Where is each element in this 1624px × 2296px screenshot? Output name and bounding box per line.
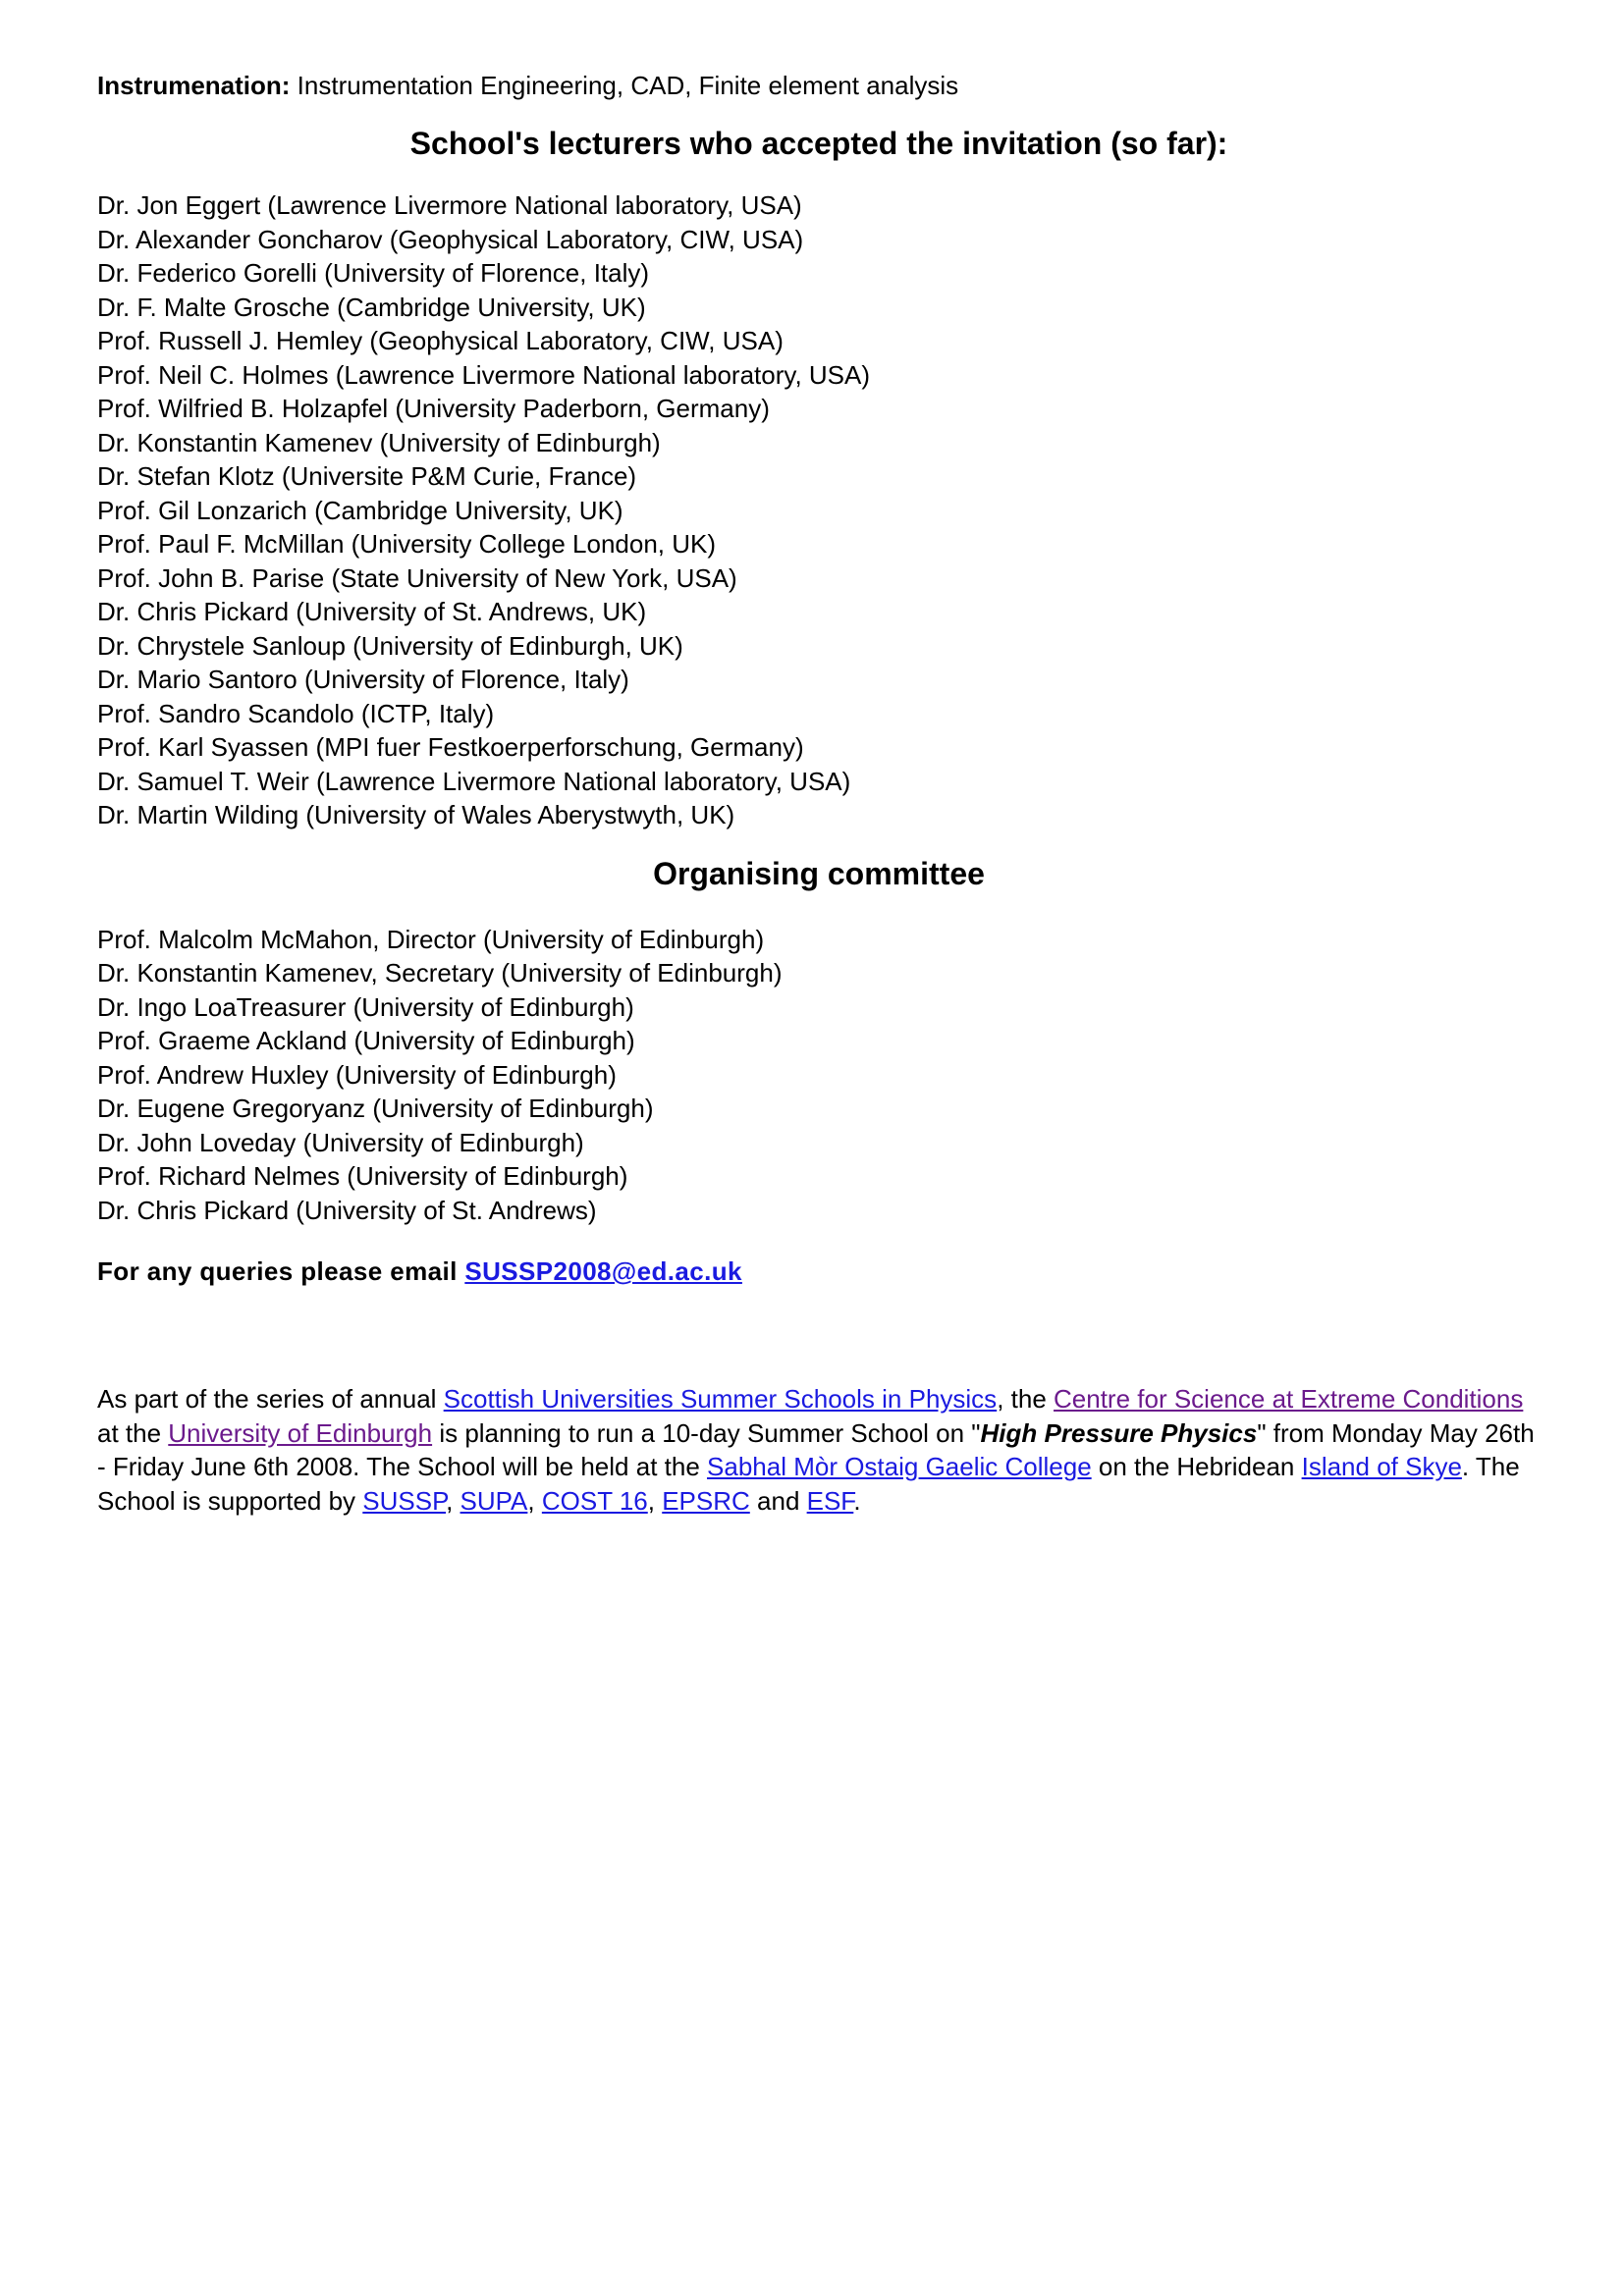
intro-text-8: and <box>749 1485 807 1516</box>
lecturer-item: Prof. John B. Parise (State University of New York, USA) <box>97 562 737 593</box>
lecturer-item: Dr. F. Malte Grosche (Cambridge University, UK) <box>97 292 646 322</box>
intro-text-9: . <box>853 1485 861 1516</box>
intro-text-3: at the <box>97 1417 169 1448</box>
lecturer-item: Prof. Gil Lonzarich (Cambridge University, UK) <box>97 495 623 525</box>
link-gaelic-college[interactable]: Sabhal Mòr Ostaig Gaelic College <box>707 1452 1092 1481</box>
document-content <box>97 71 1541 1543</box>
queries-text: For any queries please email <box>97 1256 465 1286</box>
intro-sep-3: , <box>647 1485 663 1516</box>
committee-heading: Organising committee <box>653 855 985 891</box>
lecturer-item: Prof. Russell J. Hemley (Geophysical Laboratory, CIW, USA) <box>97 326 784 355</box>
lecturer-item: Dr. Samuel T. Weir (Lawrence Livermore National laboratory, USA) <box>97 766 851 796</box>
link-esf[interactable]: ESF <box>806 1485 854 1516</box>
instrumentation-text: Instrumentation Engineering, CAD, Finite element analysis <box>290 71 959 100</box>
lecturer-item: Dr. Konstantin Kamenev (University of Edinburgh) <box>97 427 661 457</box>
link-university-of-edinburgh[interactable]: University of Edinburgh <box>168 1417 433 1448</box>
lecturer-item: Prof. Wilfried B. Holzapfel (University Paderborn, Germany) <box>97 394 770 423</box>
lecturers-list <box>97 188 1541 832</box>
lecturer-item: Prof. Karl Syassen (MPI fuer Festkoerperforschung, Germany) <box>97 732 804 762</box>
queries-line <box>97 1255 1541 1288</box>
link-supa[interactable]: SUPA <box>460 1485 528 1516</box>
lecturer-item: Dr. Chrystele Sanloup (University of Edinburgh, UK) <box>97 630 683 661</box>
committee-member: Dr. Chris Pickard (University of St. Andrews) <box>97 1195 597 1225</box>
committee-member: Prof. Graeme Ackland (University of Edinburgh) <box>97 1026 635 1055</box>
lecturer-item: Dr. Stefan Klotz (Universite P&M Curie, France) <box>97 461 637 491</box>
committee-member: Prof. Andrew Huxley (University of Edinburgh) <box>97 1059 617 1090</box>
lecturer-item: Dr. Chris Pickard (University of St. Andrews, UK) <box>97 597 647 626</box>
intro-text-2: , the <box>997 1384 1055 1414</box>
lecturer-item: Dr. Federico Gorelli (University of Florence, Italy) <box>97 258 650 288</box>
lecturer-item: Prof. Paul F. McMillan (University College London, UK) <box>97 529 717 559</box>
committee-member: Dr. Eugene Gregoryanz (University of Edinburgh) <box>97 1094 654 1123</box>
link-sussp-series[interactable]: Scottish Universities Summer Schools in Physics <box>443 1384 998 1414</box>
email-link[interactable]: SUSSP2008@ed.ac.uk <box>464 1256 742 1286</box>
link-sussp[interactable]: SUSSP <box>362 1485 447 1516</box>
link-epsrc[interactable]: EPSRC <box>662 1485 750 1516</box>
school-title: High Pressure Physics <box>980 1417 1258 1448</box>
intro-paragraph <box>97 1382 1541 1518</box>
lecturer-item: Dr. Martin Wilding (University of Wales Aberystwyth, UK) <box>97 800 735 829</box>
instrumentation-label: Instrumenation: <box>97 71 291 100</box>
committee-list <box>97 923 1541 1228</box>
instrumentation-line <box>97 71 1541 100</box>
lecturer-item: Dr. Jon Eggert (Lawrence Livermore National laboratory, USA) <box>97 190 802 220</box>
intro-text-6: on the Hebridean <box>1091 1452 1302 1481</box>
lecturer-item: Dr. Alexander Goncharov (Geophysical Laboratory, CIW, USA) <box>97 224 804 254</box>
link-cse[interactable]: Centre for Science at Extreme Conditions <box>1054 1384 1524 1414</box>
link-cost-16[interactable]: COST 16 <box>541 1485 648 1516</box>
intro-sep-2: , <box>527 1485 542 1516</box>
lecturer-item: Prof. Sandro Scandolo (ICTP, Italy) <box>97 698 495 728</box>
committee-member: Prof. Malcolm McMahon, Director (University of Edinburgh) <box>97 924 765 954</box>
intro-text-7: . The School is supported by <box>97 1452 1520 1516</box>
committee-member: Dr. Konstantin Kamenev, Secretary (University of Edinburgh) <box>97 958 783 988</box>
intro-text-5: " from Monday May 26th - Friday June 6th 2008. The School will be held at the <box>97 1417 1535 1481</box>
intro-text-4: is planning to run a 10-day Summer School on " <box>432 1417 981 1448</box>
lecturer-item: Dr. Mario Santoro (University of Florence, Italy) <box>97 665 629 694</box>
committee-member: Dr. John Loveday (University of Edinburgh) <box>97 1127 584 1157</box>
intro-sep-1: , <box>446 1485 460 1516</box>
committee-member: Dr. Ingo LoaTreasurer (University of Edinburgh) <box>97 991 634 1022</box>
lecturers-heading: School's lecturers who accepted the invitation (so far): <box>409 126 1228 161</box>
intro-text-1: As part of the series of annual <box>97 1384 444 1414</box>
link-island-of-skye[interactable]: Island of Skye <box>1301 1452 1462 1481</box>
lecturer-item: Prof. Neil C. Holmes (Lawrence Livermore National laboratory, USA) <box>97 359 871 390</box>
committee-member: Prof. Richard Nelmes (University of Edinburgh) <box>97 1161 628 1191</box>
